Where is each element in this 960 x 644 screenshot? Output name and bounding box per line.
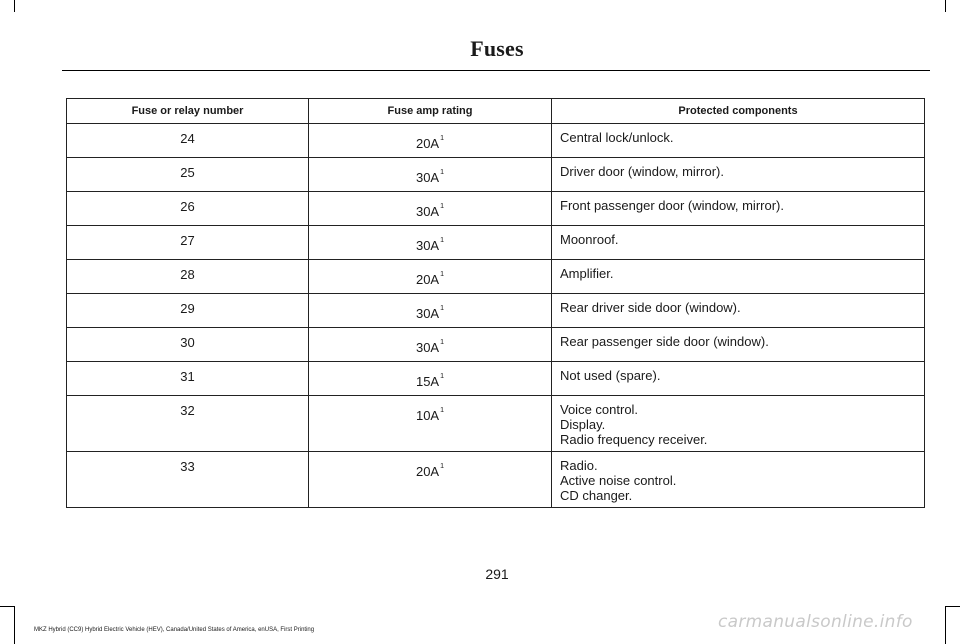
- footnote-marker: 1: [440, 338, 445, 346]
- protected-components-cell: [552, 192, 925, 226]
- crop-mark-bottom-right: [945, 606, 960, 644]
- fuse-number-cell: 32: [67, 396, 309, 452]
- amp-rating-value: 30A: [415, 340, 440, 355]
- amp-rating-value: 30A: [415, 238, 440, 253]
- amp-rating-value: 20A: [415, 272, 440, 287]
- amp-rating-value: 30A: [415, 170, 440, 185]
- component-line: Radio.: [560, 458, 598, 473]
- amp-rating-cell: [309, 260, 552, 294]
- fuse-number-cell: 27: [67, 226, 309, 260]
- footnote-marker: 1: [440, 134, 445, 142]
- table-row: [67, 158, 925, 192]
- protected-components-cell: [552, 226, 925, 260]
- protected-components-cell: [552, 260, 925, 294]
- component-line: Rear passenger side door (window).: [560, 334, 769, 349]
- amp-rating-value: 20A: [415, 464, 440, 479]
- component-line: CD changer.: [560, 488, 633, 503]
- fuse-number-cell: 30: [67, 328, 309, 362]
- component-line: Driver door (window, mirror).: [560, 164, 724, 179]
- crop-mark-bottom-left: [0, 606, 15, 644]
- table-row: [67, 452, 925, 508]
- page-number: 291: [485, 566, 509, 582]
- protected-components-cell: [552, 124, 925, 158]
- footnote-marker: 1: [440, 168, 445, 176]
- column-header-protected-components: Protected components: [552, 99, 925, 124]
- table-row: [67, 294, 925, 328]
- table-row: [67, 260, 925, 294]
- component-line: Moonroof.: [560, 232, 619, 247]
- fuse-number-cell: 33: [67, 452, 309, 508]
- footnote-marker: 1: [440, 236, 445, 244]
- amp-rating-cell: [309, 124, 552, 158]
- amp-rating-value: 10A: [415, 408, 440, 423]
- crop-mark-top-right: [945, 0, 960, 12]
- component-line: Display.: [560, 417, 606, 432]
- component-line: Central lock/unlock.: [560, 130, 674, 145]
- fuse-number-cell: 29: [67, 294, 309, 328]
- protected-components-cell: [552, 158, 925, 192]
- fuse-table-body: [67, 124, 925, 508]
- footnote-marker: 1: [440, 406, 445, 414]
- table-row: [67, 396, 925, 452]
- amp-rating-value: 30A: [415, 204, 440, 219]
- amp-rating-value: 20A: [415, 136, 440, 151]
- table-row: [67, 192, 925, 226]
- footnote-marker: 1: [440, 270, 445, 278]
- protected-components-cell: [552, 396, 925, 452]
- fuse-table: [66, 98, 925, 508]
- component-line: Radio frequency receiver.: [560, 432, 708, 447]
- component-line: Active noise control.: [560, 473, 677, 488]
- protected-components-cell: [552, 452, 925, 508]
- title-rule: [62, 70, 930, 71]
- table-row: [67, 226, 925, 260]
- fuse-number-cell: 24: [67, 124, 309, 158]
- footnote-marker: 1: [440, 372, 445, 380]
- table-row: [67, 124, 925, 158]
- footer-edition-text: MKZ Hybrid (CC9) Hybrid Electric Vehicle (HEV), Canada/United States of America, enUSA, First Printing: [34, 627, 315, 633]
- component-line: Front passenger door (window, mirror).: [560, 198, 784, 213]
- component-line: Not used (spare).: [560, 368, 661, 383]
- amp-rating-value: 30A: [415, 306, 440, 321]
- fuse-number-cell: 31: [67, 362, 309, 396]
- protected-components-cell: [552, 328, 925, 362]
- amp-rating-cell: [309, 362, 552, 396]
- protected-components-cell: [552, 362, 925, 396]
- protected-components-cell: [552, 294, 925, 328]
- column-header-amp-rating: Fuse amp rating: [309, 99, 552, 124]
- table-row: [67, 328, 925, 362]
- footnote-marker: 1: [440, 304, 445, 312]
- amp-rating-cell: [309, 294, 552, 328]
- column-header-fuse-number: Fuse or relay number: [67, 99, 309, 124]
- fuse-number-cell: 26: [67, 192, 309, 226]
- component-line: Rear driver side door (window).: [560, 300, 741, 315]
- footnote-marker: 1: [440, 202, 445, 210]
- table-row: [67, 362, 925, 396]
- amp-rating-cell: [309, 452, 552, 508]
- component-line: Amplifier.: [560, 266, 614, 281]
- fuse-number-cell: 28: [67, 260, 309, 294]
- amp-rating-cell: [309, 328, 552, 362]
- amp-rating-value: 15A: [415, 374, 440, 389]
- amp-rating-cell: [309, 192, 552, 226]
- crop-mark-top-left: [0, 0, 15, 12]
- amp-rating-cell: [309, 396, 552, 452]
- footnote-marker: 1: [440, 462, 445, 470]
- component-line: Voice control.: [560, 402, 639, 417]
- amp-rating-cell: [309, 158, 552, 192]
- page-title: Fuses: [470, 36, 524, 61]
- amp-rating-cell: [309, 226, 552, 260]
- table-header-row: [67, 99, 925, 124]
- fuse-number-cell: 25: [67, 158, 309, 192]
- watermark: carmanualsonline.info: [718, 612, 913, 632]
